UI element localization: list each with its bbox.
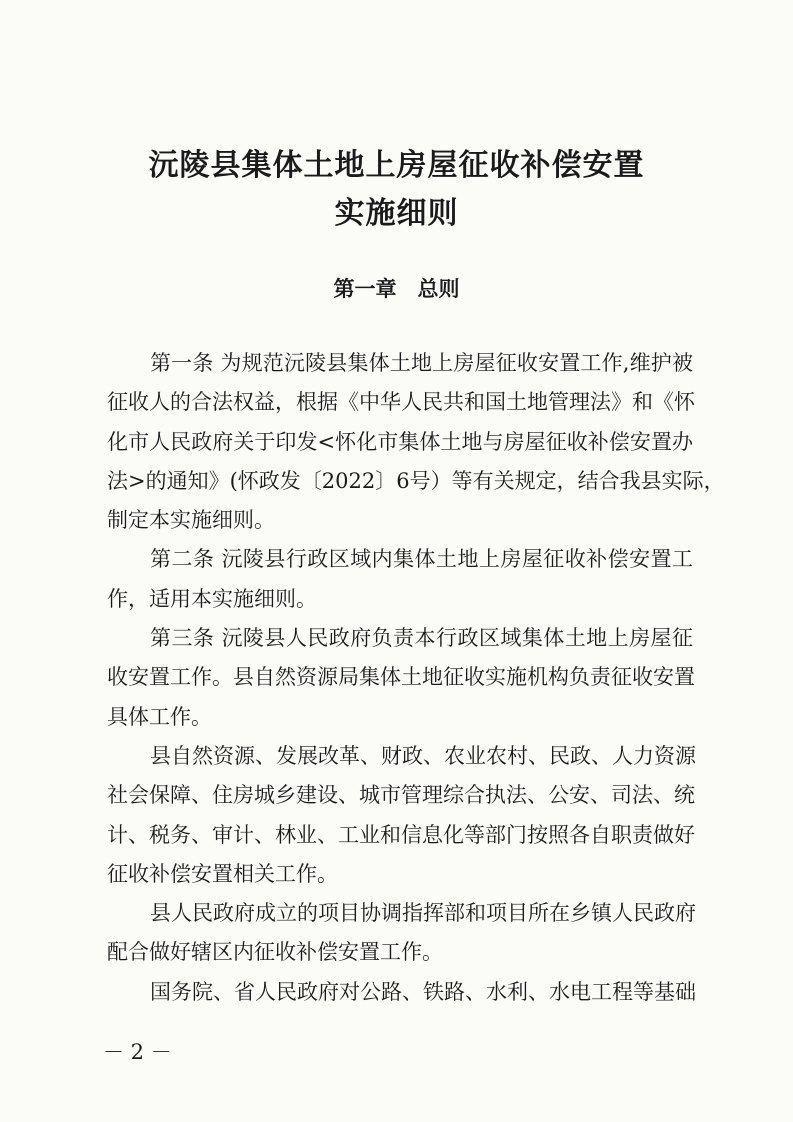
paragraph-line: 第一条 为规范沅陵县集体土地上房屋征收安置工作,维护被	[150, 351, 693, 375]
paragraph-line: 社会保障、住房城乡建设、城市管理综合执法、公安、司法、统	[107, 783, 695, 808]
paragraph-line: 征收补偿安置相关工作。	[107, 861, 338, 886]
paragraph-line: 具体工作。	[107, 704, 212, 729]
paragraph-line: 收安置工作。县自然资源局集体土地征收实施机构负责征收安置	[107, 665, 695, 690]
paragraph-line: 法>的通知》(怀政发〔2022〕6号）等有关规定，结合我县实际，	[107, 468, 725, 493]
chapter-heading: 第一章 总则	[333, 276, 460, 301]
paragraph-line: 配合做好辖区内征收补偿安置工作。	[107, 940, 443, 965]
document-title-line-1: 沅陵县集体土地上房屋征收补偿安置	[148, 148, 645, 183]
page-number: － 2 －	[103, 1040, 172, 1064]
document-title-line-2: 实施细则	[334, 196, 459, 231]
document-body	[107, 348, 725, 1016]
paragraph-line: 第三条 沅陵县人民政府负责本行政区域集体土地上房屋征	[150, 626, 693, 651]
paragraph-line: 征收人的合法权益，根据《中华人民共和国土地管理法》和《怀	[107, 390, 695, 415]
paragraph-line: 县人民政府成立的项目协调指挥部和项目所在乡镇人民政府	[150, 901, 696, 926]
paragraph-line: 国务院、省人民政府对公路、铁路、水利、水电工程等基础	[150, 979, 696, 1004]
paragraph-line: 县自然资源、发展改革、财政、农业农村、民政、人力资源	[150, 743, 696, 768]
paragraph-line: 计、税务、审计、林业、工业和信息化等部门按照各自职责做好	[107, 822, 695, 847]
paragraph-line: 制定本实施细则。	[107, 508, 275, 533]
paragraph-line: 化市人民政府关于印发<怀化市集体土地与房屋征收补偿安置办	[107, 429, 693, 454]
paragraph-line: 作，适用本实施细则。	[107, 586, 317, 611]
paragraph-line: 第二条 沅陵县行政区域内集体土地上房屋征收补偿安置工	[150, 547, 693, 572]
